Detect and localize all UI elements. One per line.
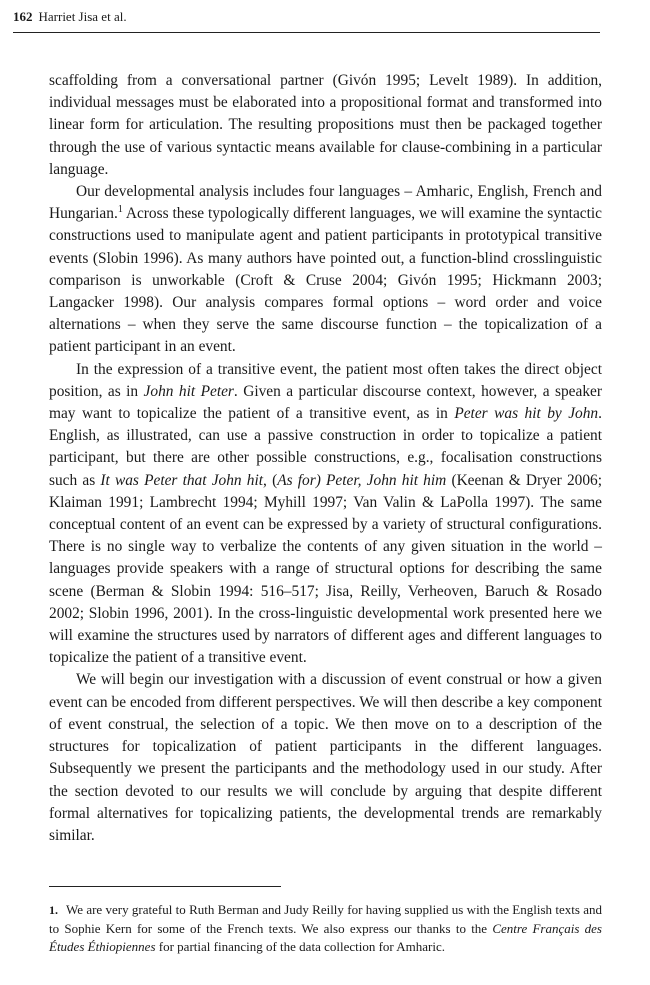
example-passive: Peter was hit by John [454, 405, 599, 423]
paragraph-4: We will begin our investigation with a discussion of event construal or how a given event can be encoded from different perspectives. We will then describe a key component of event construal, the selection of a topic. We then move on to a description of the structures for topicalization of patient participants in the different languages. Subsequently we present the participants and the methodology used in our study. After the section devoted to our results we will conclude by arguing that despite different formal alternatives for topicalizing patients, the developmental trends are remarkably similar. [49, 671, 602, 844]
running-head [13, 8, 600, 33]
footnote-text-b: for partial financing of the data collection for Amharic. [155, 939, 446, 954]
footnote-divider [49, 886, 281, 887]
paragraph-1: scaffolding from a conversational partner (Givón 1995; Levelt 1989). In addition, individual messages must be elaborated into a propositional format and transformed into linear form for articulation. The resulting propositions must then be packaged together through the use of various syntactic means available for clause-combining in a particular language. [49, 72, 602, 178]
paragraph-2-text-a: Our developmental analysis includes four languages – Amharic, English, French and Hungarian. [49, 183, 602, 223]
paragraph-3-text-e: (Keenan & Dryer 2006; Klaiman 1991; Lambrecht 1994; Myhill 1997; Van Valin & LaPolla 1997). The same conceptual content of an event can be expressed by a variety of structural configurations. There is no single way to verbalize the contents of any given situation in the world – languages provide speakers with a range of structural options for describing the same scene (Berman & Slobin 1994: 516–517; Jisa, Reilly, Verheoven, Baruch & Rosado 2002; Slobin 1996, 2001). In the cross-linguistic developmental work presented here we will examine the structures used by narrators of different ages and different languages to topicalize the patient of a transitive event. [49, 471, 603, 667]
footnote-number: 1. [49, 903, 58, 917]
footnote [49, 901, 602, 957]
running-head-authors: Harriet Jisa et al. [38, 9, 127, 24]
footnote-reference: 1 [117, 204, 123, 216]
example-left-dislocation: As for) Peter, John hit him [277, 471, 447, 489]
paragraph-3-text-c: . English, as illustrated, can use a passive construction in order to topicalize a patient participant, but there are other possible constructions, e.g., focalisation constructions such as [49, 405, 602, 489]
paragraph-3 [49, 359, 602, 670]
example-cleft: It was Peter that John hit [100, 471, 264, 489]
footnote-text-a: We are very grateful to Ruth Berman and Judy Reilly for having supplied us with the English texts and to Sophie Kern for some of the French texts. We also express our thanks to the [49, 902, 602, 936]
paragraph-3-text-d: , ( [263, 471, 278, 489]
page-number: 162 [13, 9, 33, 24]
paragraph-2 [49, 181, 602, 359]
example-john-hit-peter: John hit Peter [143, 382, 234, 400]
paragraph-3-text-b: . Given a particular discourse context, however, a speaker may want to topicalize the patient of a transitive event, as in [49, 382, 602, 423]
body-text [49, 70, 602, 847]
footnote-institution: Centre Français des Études Éthiopiennes [49, 920, 602, 954]
paragraph-2-text-b: Across these typologically different languages, we will examine the syntactic constructions used to manipulate agent and patient participants in prototypical transitive events (Slobin 1996). As many authors have pointed out, a function-blind crosslinguistic comparison is unworkable (Croft & Cruse 2004; Givón 1995; Hickmann 2003; Langacker 1998). Our analysis compares formal options – word order and voice alternations – when they serve the same discourse function – the topicalization of a patient participant in an event. [49, 205, 602, 356]
paragraph-3-text-a: In the expression of a transitive event, the patient most often takes the direct object position, as in [49, 360, 602, 400]
